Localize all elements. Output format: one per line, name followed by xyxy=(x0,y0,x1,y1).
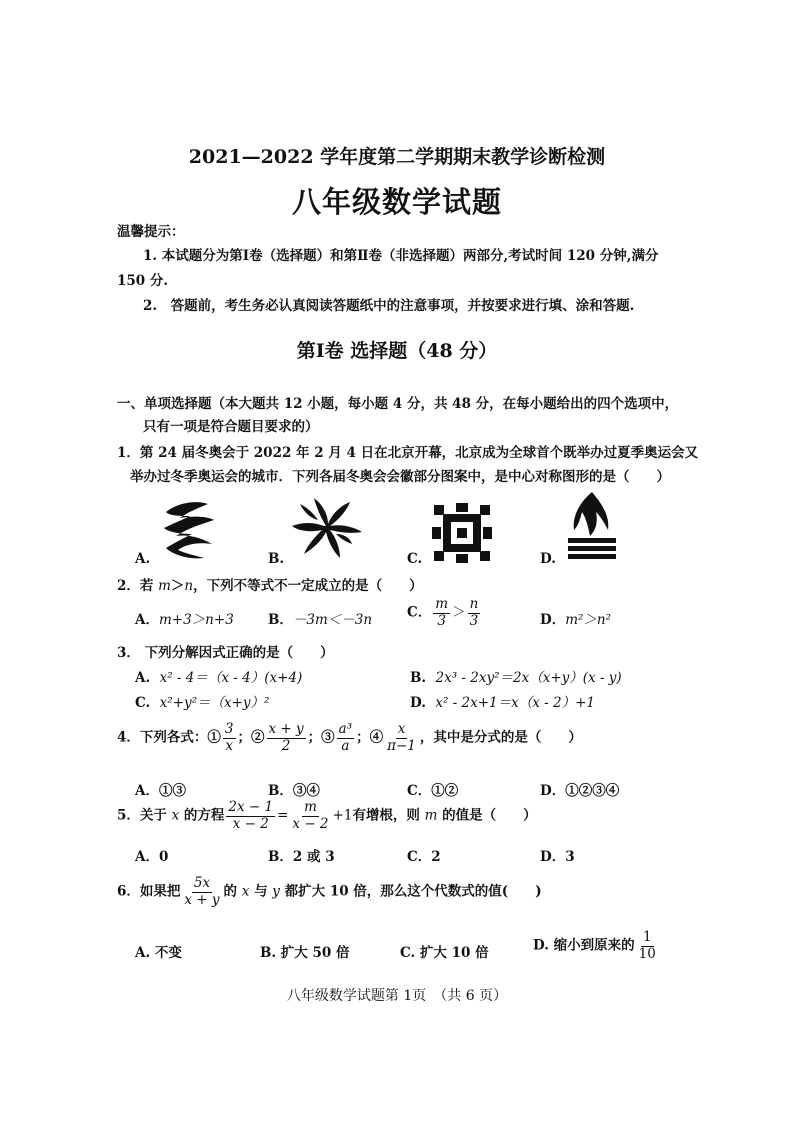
q1-option-b[interactable]: B. xyxy=(268,551,285,567)
q1-option-a[interactable]: A. xyxy=(135,551,151,567)
q1-stem-cont: 举办过冬季奥运会的城市．下列各届冬奥会会徽部分图案中，是中心对称图形的是（ ） xyxy=(130,469,670,485)
q5-option-a[interactable]: A．0 xyxy=(135,849,169,865)
part1-instruction-cont: 只有一项是符合题目要求的） xyxy=(143,419,319,435)
q1-stem: 1．第 24 届冬奥会于 2022 年 2 月 4 日在北京开幕，北京成为全球首个既举办过夏季奥运会又 xyxy=(117,445,699,461)
q3-option-c[interactable]: C. x²+y²＝（x+y）² xyxy=(135,695,270,711)
emblem-figure-c xyxy=(432,503,492,563)
q5-stem: 5．关于 x 的方程 $\frac{2x - 1}{x - 2}$ = $\frac{m}{x - 2}$ +1有增根，则 m 的值是（ ） xyxy=(117,799,537,832)
q4-option-c[interactable]: C．①② xyxy=(407,783,459,799)
q5-option-b[interactable]: B．2 或 3 xyxy=(268,849,335,865)
emblem-figure-d xyxy=(566,490,618,560)
q3-stem: 3． 下列分解因式正确的是（ ） xyxy=(117,645,334,661)
page-footer: 八年级数学试题第 1页 （共 6 页） xyxy=(286,988,508,1004)
section-title: 第Ⅰ卷 选择题（48 分） xyxy=(296,340,498,362)
exam-subtitle: 八年级数学试题 xyxy=(291,185,502,219)
notice-item-2: 2. 答题前，考生务必认真阅读答题纸中的注意事项，并按要求进行填、涂和答题. xyxy=(143,298,635,314)
emblem-figure-a xyxy=(158,498,222,560)
q2-option-c[interactable]: C． $\frac{m}{3}$ ＞ $\frac{n}{3}$ xyxy=(407,596,479,629)
q6-option-c[interactable]: C. 扩大 10 倍 xyxy=(400,945,489,961)
q4-option-d[interactable]: D．①②③④ xyxy=(540,783,620,799)
q5-option-d[interactable]: D．3 xyxy=(540,849,575,865)
exam-title: 2021—2022 学年度第二学期期末教学诊断检测 xyxy=(188,146,606,168)
q3-option-d[interactable]: D. x² - 2x+1＝x（x - 2）+1 xyxy=(410,695,595,711)
q4-option-b[interactable]: B．③④ xyxy=(268,783,320,799)
q6-option-a[interactable]: A. 不变 xyxy=(135,945,182,961)
q2-stem: 2．若 m＞n，下列不等式不一定成立的是（ ） xyxy=(117,578,423,594)
q1-option-d[interactable]: D. xyxy=(540,551,556,567)
q5-option-c[interactable]: C．2 xyxy=(407,849,441,865)
q4-option-a[interactable]: A．①③ xyxy=(135,783,186,799)
q2-option-d[interactable]: D．m²＞n² xyxy=(540,612,612,628)
q6-stem: 6．如果把 $\frac{5x}{x + y}$ 的 x 与 y 都扩大 10 倍，那么这个代数式的值( ) xyxy=(117,875,542,908)
notice-item-1-cont: 150 分. xyxy=(117,273,169,289)
q6-option-d[interactable]: D. 缩小到原来的 $\frac{1}{10}$ xyxy=(533,929,656,962)
part1-instruction: 一、单项选择题（本大题共 12 小题，每小题 4 分，共 48 分，在每小题给出的四个选项中， xyxy=(117,396,679,412)
notice-label: 温馨提示： xyxy=(117,224,185,240)
q2-option-b[interactable]: B．－3m＜－3n xyxy=(268,612,373,628)
q1-option-c[interactable]: C. xyxy=(407,551,423,567)
q3-option-b[interactable]: B. 2x³ - 2xy²＝2x（x+y）(x - y) xyxy=(410,670,622,686)
q3-option-a[interactable]: A. x² - 4＝（x - 4）(x+4) xyxy=(135,670,303,686)
emblem-figure-b xyxy=(290,496,364,560)
q6-option-b[interactable]: B. 扩大 50 倍 xyxy=(260,945,350,961)
q4-stem: 4．下列各式：① $\frac{3}{x}$ ；② $\frac{x + y}{2}$ ；③ $\frac{\text{a³}}{a}$ ；④ $\frac{x}{\pi-1}$ ，其中是分式的是（ ） xyxy=(117,721,582,754)
q2-option-a[interactable]: A．m+3＞n+3 xyxy=(135,612,234,628)
notice-item-1: 1. 本试题分为第Ⅰ卷（选择题）和第Ⅱ卷（非选择题）两部分,考试时间 120 分钟,满分 xyxy=(143,248,659,264)
